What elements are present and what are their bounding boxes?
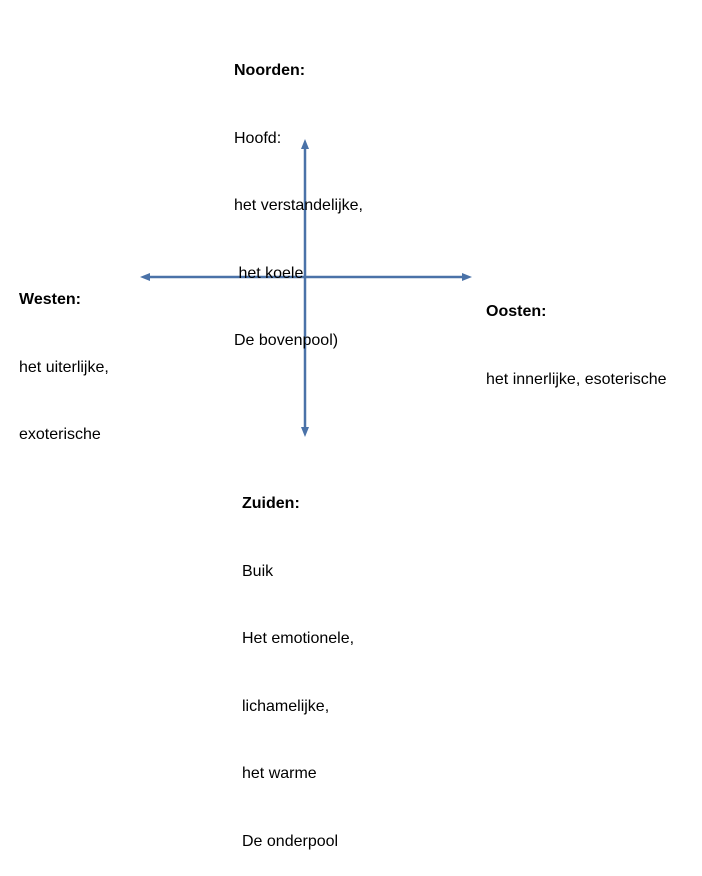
north-label [234, 15, 363, 375]
east-line: het innerlijke, esoterische [486, 370, 667, 388]
south-title: Zuiden: [242, 495, 300, 512]
south-line: De onderpool [242, 832, 339, 850]
south-line: Buik [242, 562, 274, 580]
south-line: lichamelijke, [242, 697, 330, 715]
north-line: Hoofd: [234, 129, 282, 147]
east-label [486, 256, 667, 414]
west-label [19, 244, 109, 469]
south-label [242, 448, 354, 876]
south-line: het warme [242, 765, 317, 782]
west-line: exoterische [19, 426, 101, 443]
arrowhead-left [140, 273, 150, 281]
south-line: Het emotionele, [242, 630, 355, 647]
west-title: Westen: [19, 291, 81, 308]
north-line: De bovenpool) [234, 332, 339, 349]
arrowhead-right [462, 273, 472, 281]
arrowhead-down [301, 427, 309, 437]
west-line: het uiterlijke, [19, 358, 109, 376]
north-line: het koele [234, 264, 304, 282]
north-line: het verstandelijke, [234, 197, 363, 214]
north-title: Noorden: [234, 62, 306, 79]
east-title: Oosten: [486, 303, 547, 320]
